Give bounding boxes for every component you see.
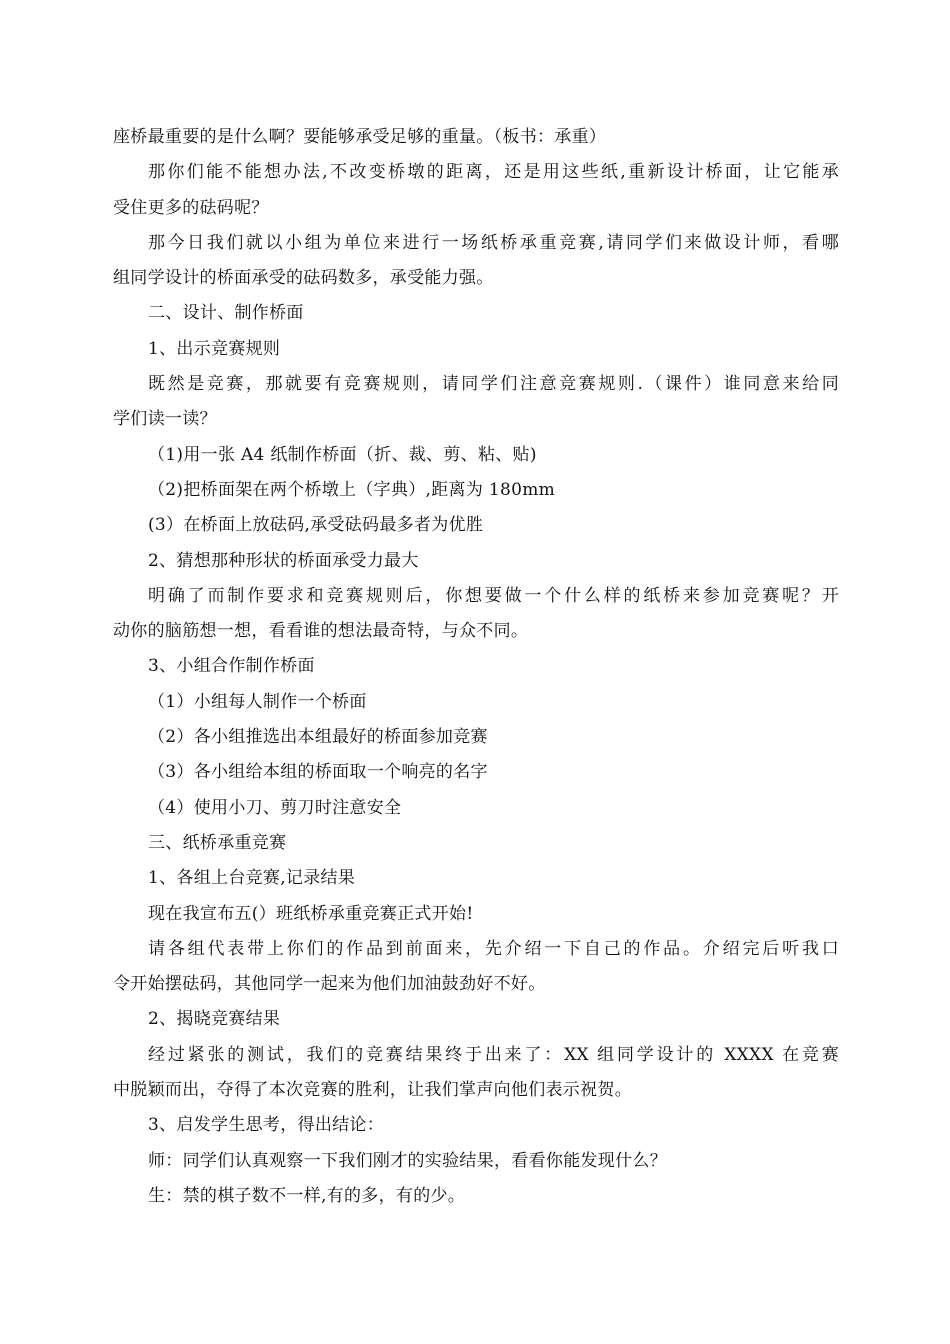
- list-item: （4）使用小刀、剪刀时注意安全: [148, 797, 402, 818]
- rule-item: （2)把桥面架在两个桥墩上（字典）,距离为 180mm: [148, 479, 556, 500]
- section-heading: 二、设计、制作桥面: [148, 303, 304, 324]
- list-item: （3）各小组给本组的桥面取一个响亮的名字: [148, 762, 488, 783]
- text-line: 那你们能不能想办法,不改变桥墩的距离，还是用这些纸,重新设计桥面，让它能承: [148, 162, 839, 183]
- section-heading: 三、纸桥承重竞赛: [148, 832, 287, 853]
- text-line: 明确了而制作要求和竞赛规则后，你想要做一个什么样的纸桥来参加竞赛呢？开: [148, 585, 839, 606]
- subsection-heading: 1、各组上台竞赛,记录结果: [148, 868, 356, 889]
- text-line: 经过紧张的测试，我们的竞赛结果终于出来了：XX 组同学设计的 XXXX 在竞赛: [148, 1044, 839, 1065]
- text-line: 令开始摆砝码，其他同学一起来为他们加油鼓劲好不好。: [113, 974, 546, 995]
- text-line: 现在我宣布五(）班纸桥承重竞赛正式开始!: [148, 903, 474, 924]
- text-line: 中脱颖而出，夺得了本次竞赛的胜利，让我们掌声向他们表示祝贺。: [113, 1080, 632, 1101]
- text-line: 师：同学们认真观察一下我们刚才的实验结果，看看你能发现什么？: [148, 1150, 667, 1171]
- text-line: 受住更多的砝码呢？: [113, 197, 269, 218]
- text-line: 组同学设计的桥面承受的砝码数多，承受能力强。: [113, 268, 494, 289]
- text-line: 座桥最重要的是什么啊？要能够承受足够的重量。（板书：承重）: [113, 127, 607, 147]
- document-page: [113, 120, 839, 1214]
- text-line: 既然是竞赛，那就要有竞赛规则，请同学们注意竞赛规则.（课件）谁同意来给同: [148, 374, 839, 395]
- rule-item: （1)用一张 A4 纸制作桥面（折、裁、剪、粘、贴): [148, 444, 537, 465]
- text-line: 动你的脑筋想一想，看看谁的想法最奇特，与众不同。: [113, 621, 529, 642]
- subsection-heading: 3、小组合作制作桥面: [148, 656, 315, 677]
- text-line: 学们读一读？: [113, 409, 217, 430]
- subsection-heading: 2、揭晓竞赛结果: [148, 1009, 281, 1030]
- text-line: 生：禁的棋子数不一样,有的多，有的少。: [148, 1185, 466, 1206]
- text-line: 请各组代表带上你们的作品到前面来，先介绍一下自己的作品。介绍完后听我口: [148, 938, 839, 959]
- list-item: （2）各小组推选出本组最好的桥面参加竞赛: [148, 727, 488, 748]
- subsection-heading: 1、出示竞赛规则: [148, 338, 281, 359]
- list-item: （1）小组每人制作一个桥面: [148, 691, 367, 712]
- subsection-heading: 3、启发学生思考，得出结论：: [148, 1115, 385, 1136]
- rule-item: (3）在桥面上放砝码,承受砝码最多者为优胜: [148, 515, 484, 536]
- subsection-heading: 2、猜想那种形状的桥面承受力最大: [148, 550, 419, 571]
- text-line: 那今日我们就以小组为单位来进行一场纸桥承重竞赛,请同学们来做设计师，看哪: [148, 232, 839, 253]
